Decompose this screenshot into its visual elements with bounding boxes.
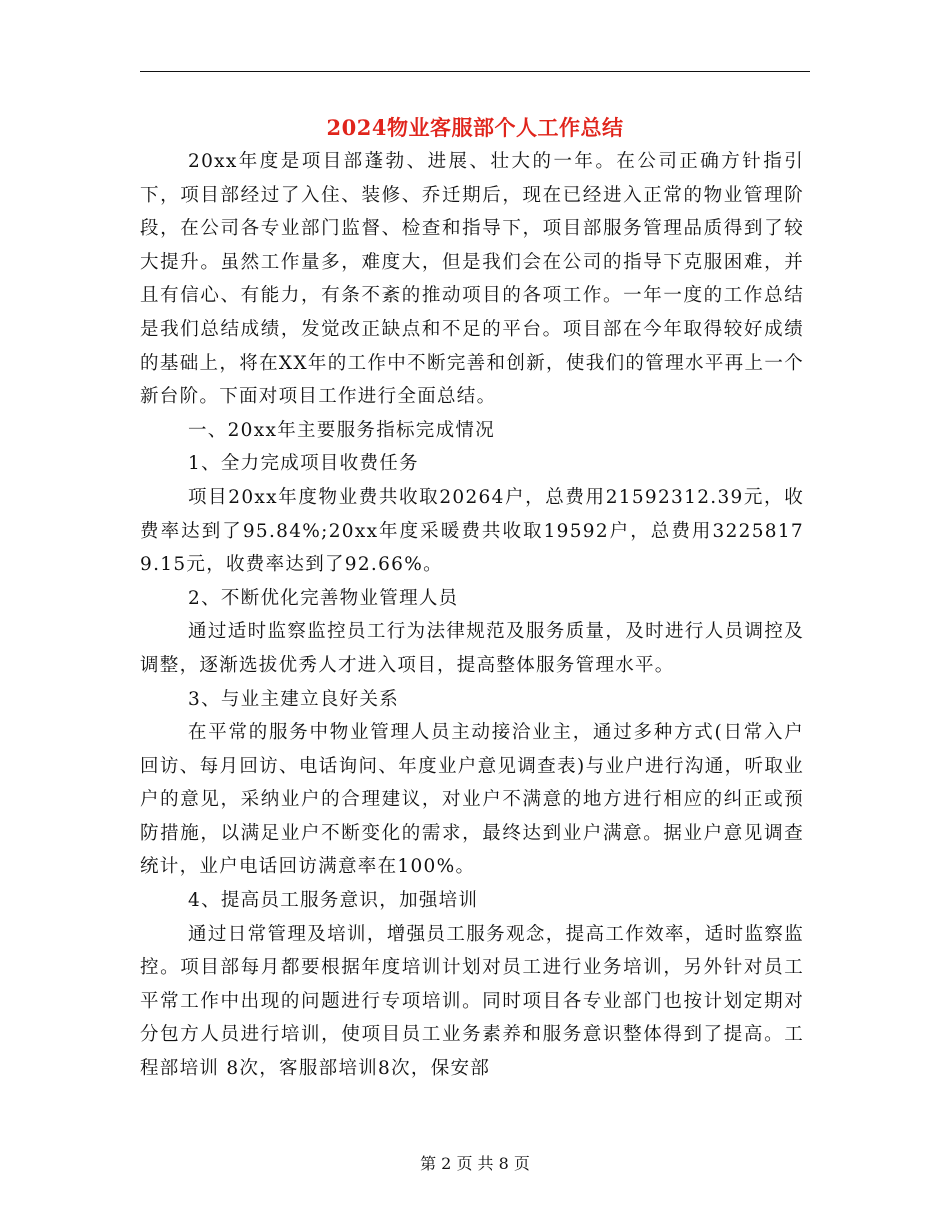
subsection-heading-training: 4、提高员工服务意识，加强培训 [188,890,479,912]
section-heading-1: 一、20xx年主要服务指标完成情况 [188,419,496,441]
subsection-heading-owner-relations: 3、与业主建立良好关系 [188,688,400,710]
paragraph-intro: 20xx年度是项目部蓬勃、进展、壮大的一年。在公司正确方针指引下，项目部经过了入住、装修、乔迁期后，现在已经进入正常的物业管理阶段，在公司各专业部门监督、检查和指导下，项目部服务管理品质得到了较大提升。虽然工作量多，难度大，但是我们会在公司的指导下克服困难，并且有信心、有能力，有条不紊的推动项目的各项工作。一年一度的工作总结是我们总结成绩，发觉改正缺点和不足的平台。项目部在今年取得较好成绩的基础上，将在XX年的工作中不断完善和创新，使我们的管理水平再上一个新台阶。下面对项目工作进行全面总结。 [140,151,804,408]
paragraph-staff-optimization: 通过适时监察监控员工行为法律规范及服务质量，及时进行人员调控及调整，逐渐选拔优秀人才进入项目，提高整体服务管理水平。 [140,621,804,676]
document-title: 2024物业客服部个人工作总结 [326,115,624,140]
paragraph-training: 通过日常管理及培训，增强员工服务观念，提高工作效率，适时监察监控。项目部每月都要根据年度培训计划对员工进行业务培训，另外针对员工平常工作中出现的问题进行专项培训。同时项目各专业部门也按计划定期对分包方人员进行培训，使项目员工业务素养和服务意识整体得到了提高。工程部培训 8次，客服部培训8次，保安部 [140,923,804,1080]
paragraph-owner-relations: 在平常的服务中物业管理人员主动接洽业主，通过多种方式(日常入户回访、每月回访、电话询问、年度业户意见调查表)与业户进行沟通，听取业户的意见，采纳业户的合理建议，对业户不满意的地方进行相应的纠正或预防措施，以满足业户不断变化的需求，最终达到业户满意。据业户意见调查统计，业户电话回访满意率在100%。 [140,722,804,878]
header-rule [140,71,810,72]
document-body [140,145,804,1086]
subsection-heading-staff-optimization: 2、不断优化完善物业管理人员 [188,587,459,609]
page-footer: 第 2 页 共 8 页 [420,1154,530,1173]
paragraph-fee-collection: 项目20xx年度物业费共收取20264户，总费用21592312.39元，收费率达到了95.84%;20xx年度采暖费共收取19592户，总费用32258179.15元，收费率达到了92.66%。 [140,486,804,576]
subsection-heading-fee-collection: 1、全力完成项目收费任务 [188,453,419,475]
